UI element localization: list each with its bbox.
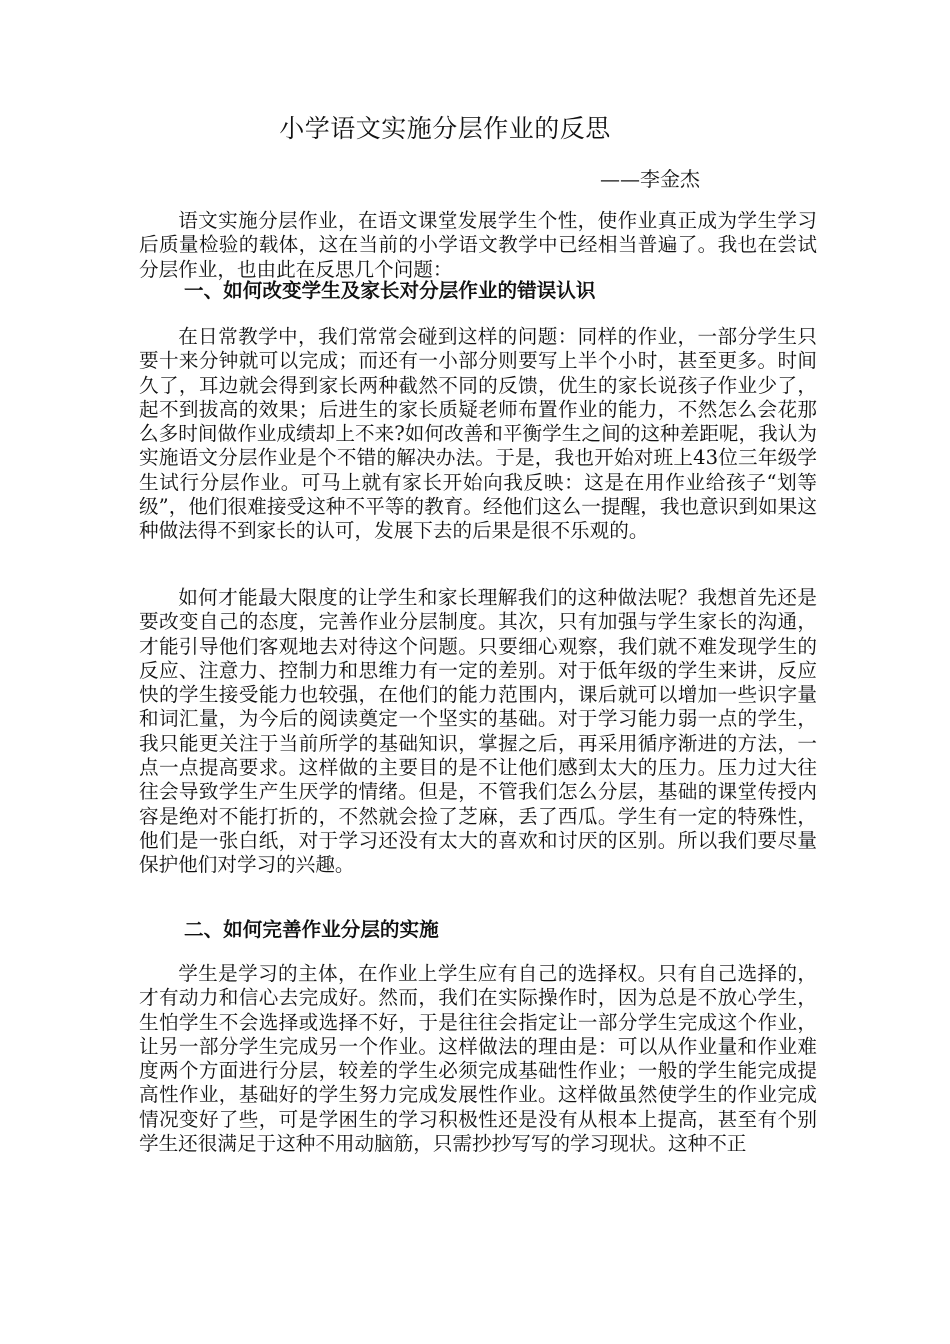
document-title: 小学语文实施分层作业的反思: [279, 114, 611, 143]
intro-paragraph: 语文实施分层作业，在语文课堂发展学生个性，使作业真正成为学生学习后质量检验的载体，这在当前的小学语文教学中已经相当普遍了。我也在尝试分层作业，也由此在反思几个问题：: [139, 209, 817, 281]
author-line: ——李金杰: [600, 167, 700, 191]
section-heading-1: 一、如何改变学生及家长对分层作业的错误认识: [184, 279, 596, 302]
section-heading-2: 二、如何完善作业分层的实施: [184, 918, 439, 941]
section1-paragraph-2: 如何才能最大限度的让学生和家长理解我们的这种做法呢？我想首先还是要改变自己的态度，完善作业分层制度。其次，只有加强与学生家长的沟通，才能引导他们客观地去对待这个问题。只要细心观察，我们就不难发现学生的反应、注意力、控制力和思维力有一定的差别。对于低年级的学生来讲，反应快的学生接受能力也较强，在他们的能力范围内，课后就可以增加一些识字量和词汇量，为今后的阅读奠定一个坚实的基础。对于学习能力弱一点的学生，我只能更关注于当前所学的基础知识，掌握之后，再采用循序渐进的方法，一点一点提高要求。这样做的主要目的是不让他们感到太大的压力。压力过大往往会导致学生产生厌学的情绪。但是，不管我们怎么分层，基础的课堂传授内容是绝对不能打折的，不然就会捡了芝麻，丢了西瓜。学生有一定的特殊性，他们是一张白纸，对于学习还没有太大的喜欢和讨厌的区别。所以我们要尽量保护他们对学习的兴趣。: [139, 586, 817, 877]
section1-paragraph-1: 在日常教学中，我们常常会碰到这样的问题：同样的作业，一部分学生只要十来分钟就可以完成；而还有一小部分则要写上半个小时，甚至更多。时间久了，耳边就会得到家长两种截然不同的反馈，优生的家长说孩子作业少了，起不到拔高的效果；后进生的家长质疑老师布置作业的能力，不然怎么会花那么多时间做作业成绩却上不来?如何改善和平衡学生之间的这种差距呢，我认为实施语文分层作业是个不错的解决办法。于是，我也开始对班上43位三年级学生试行分层作业。可马上就有家长开始向我反映：这是在用作业给孩子“划等级”，他们很难接受这种不平等的教育。经他们这么一提醒，我也意识到如果这种做法得不到家长的认可，发展下去的后果是很不乐观的。: [139, 325, 817, 543]
section2-paragraph-1: 学生是学习的主体，在作业上学生应有自己的选择权。只有自己选择的，才有动力和信心去完成好。然而，我们在实际操作时，因为总是不放心学生，生怕学生不会选择或选择不好，于是往往会指定让一部分学生完成这个作业，让另一部分学生完成另一个作业。这样做法的理由是：可以从作业量和作业难度两个方面进行分层，较差的学生必须完成基础性作业；一般的学生能完成提高性作业，基础好的学生努力完成发展性作业。这样做虽然使学生的作业完成情况变好了些，可是学困生的学习积极性还是没有从根本上提高，甚至有个别学生还很满足于这种不用动脑筋，只需抄抄写写的学习现状。这种不正: [139, 962, 817, 1156]
